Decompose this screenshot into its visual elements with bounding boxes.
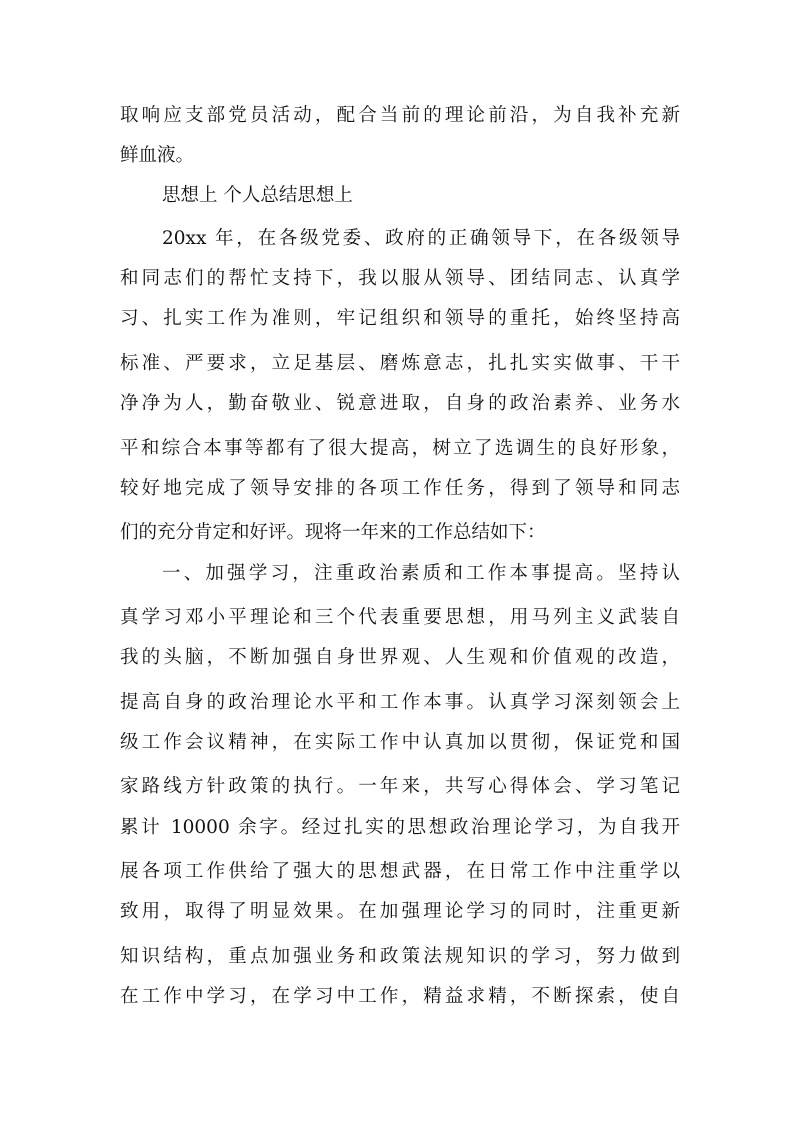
text-line: 们的充分肯定和好评。现将一年来的工作总结如下： [120,522,546,543]
text-line: 我的头脑，不断加强自身世界观、人生观和价值观的改造， [120,647,680,668]
text-line: 习、扎实工作为准则，牢记组织和领导的重托，始终坚持高 [120,308,680,329]
text-line: 鲜血液。 [120,145,195,166]
text-line: 级工作会议精神，在实际工作中认真加以贯彻，保证党和国 [120,732,680,753]
text-line: 平和综合本事等都有了很大提高，树立了选调生的良好形象， [120,438,680,459]
text-line: 展各项工作供给了强大的思想武器，在日常工作中注重学以 [120,861,680,882]
paragraph-first-line: 一、加强学习，注重政治素质和工作本事提高。坚持认 [162,563,680,584]
text-line: 标准、严要求，立足基层、磨炼意志，扎扎实实做事、干干 [120,353,680,374]
text-line: 和同志们的帮忙支持下，我以服从领导、团结同志、认真学 [120,268,680,289]
text-line: 净净为人，勤奋敬业、锐意进取，自身的政治素养、业务水 [120,393,680,414]
text-line: 知识结构，重点加强业务和政策法规知识的学习，努力做到 [120,946,680,967]
text-line: 取响应支部党员活动，配合当前的理论前沿，为自我补充新 [120,105,680,126]
text-line: 较好地完成了领导安排的各项工作任务，得到了领导和同志 [120,478,680,499]
text-line: 致用，取得了明显效果。在加强理论学习的同时，注重更新 [120,901,680,922]
section-heading: 思想上 个人总结思想上 [162,185,353,206]
text-line: 累计 10000 余字。经过扎实的思想政治理论学习，为自我开 [120,817,680,838]
text-line: 真学习邓小平理论和三个代表重要思想，用马列主义武装自 [120,607,680,628]
text-line: 家路线方针政策的执行。一年来，共写心得体会、学习笔记 [120,776,680,797]
text-line: 在工作中学习，在学习中工作，精益求精，不断探索，使自 [120,986,680,1007]
paragraph-first-line: 20xx 年，在各级党委、政府的正确领导下，在各级领导 [162,228,680,249]
text-line: 提高自身的政治理论水平和工作本事。认真学习深刻领会上 [120,692,680,713]
